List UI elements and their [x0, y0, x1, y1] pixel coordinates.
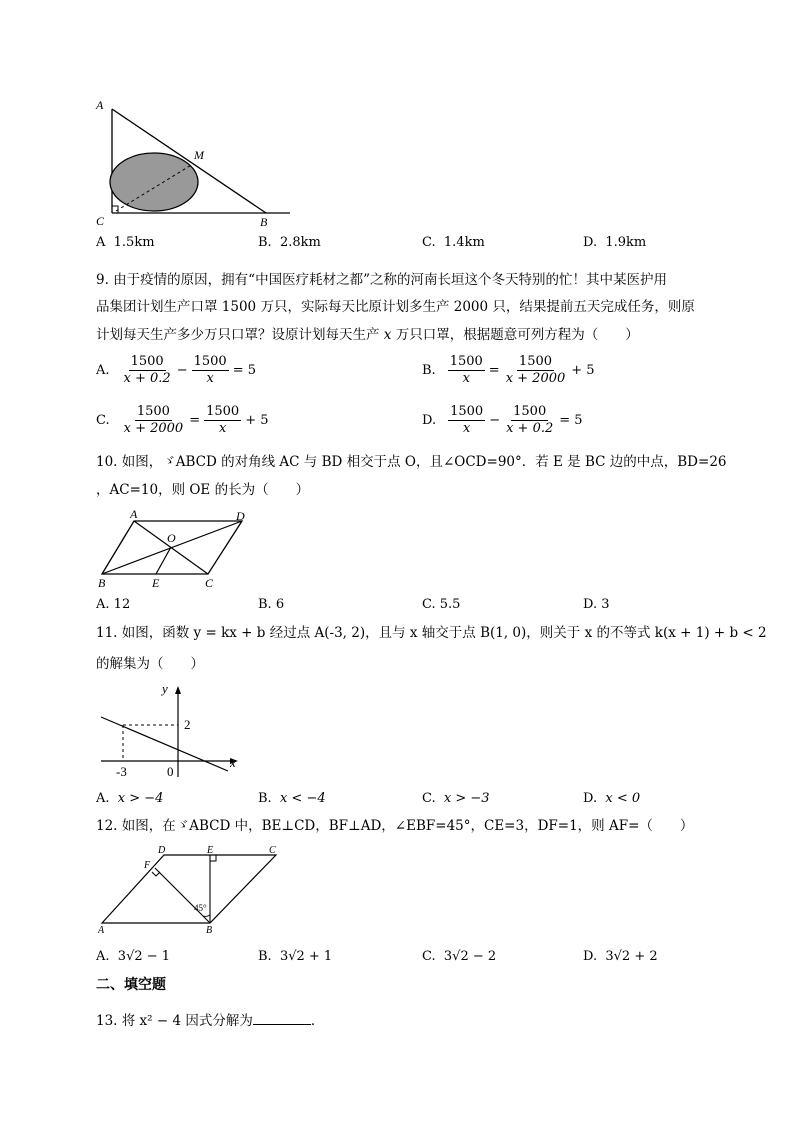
q9-line-3: 计划每天生产多少万只口罩？设原计划每天生产 x 万只口罩，根据题意可列方程为（ ）: [96, 327, 639, 343]
q10-label-E: E: [152, 576, 160, 590]
q8-figure: [94, 95, 299, 230]
q12-figure: [94, 843, 284, 935]
q9-line-1: 9. 由于疫情的原因，拥有“中国医疗耗材之都”之称的河南长垣这个冬天特别的忙！其中某医护用: [96, 272, 667, 288]
q12-line-1: 12. 如图，在ゞABCD 中，BE⊥CD，BF⊥AD，∠EBF=45°，CE=3，DF=1，则 AF=（ ）: [96, 818, 694, 834]
q10-label-C: C: [205, 576, 214, 590]
q12-label-E: E: [207, 845, 214, 856]
fraction: $\frac{1500}{x + 0.2}$: [123, 354, 171, 386]
q8-label-C: C: [96, 214, 105, 228]
fraction: $\frac{1500}{x}$: [450, 404, 484, 436]
q10-option-c[interactable]: C. 5.5: [422, 597, 461, 612]
q12-option-c[interactable]: C. 3√2 − 2: [422, 949, 497, 964]
q11-label-2: 2: [184, 717, 191, 732]
q10-label-B: B: [98, 576, 106, 590]
q9-option-a[interactable]: A. $\frac{1500}{x + 0.2}$ − $\frac{1500}{x}$ = 5: [96, 354, 256, 386]
q8-option-c[interactable]: C. 1.4km: [422, 235, 485, 250]
fraction: $\frac{1500}{x}$: [449, 354, 483, 386]
q13-text: 13. 将 x² − 4 因式分解为 ．: [96, 1013, 325, 1029]
q10-line-1: 10. 如图，ゞABCD 的对角线 AC 与 BD 相交于点 O，且∠OCD=90°．若 E 是 BC 边的中点，BD=26: [96, 454, 727, 470]
q12-label-angle: 45°: [194, 903, 207, 913]
fraction: $\frac{1500}{x + 2000}$: [123, 404, 184, 436]
q10-line-2: ，AC=10，则 OE 的长为（ ）: [96, 482, 310, 498]
q11-figure: [96, 681, 246, 781]
q11-label-0: 0: [167, 764, 174, 779]
answer-blank[interactable]: [253, 1012, 311, 1025]
q11-option-c[interactable]: C. x > −3: [422, 791, 490, 806]
q8-option-b[interactable]: B. 2.8km: [258, 235, 321, 250]
q8-label-A: A: [96, 98, 104, 112]
fraction: $\frac{1500}{x + 2000}$: [505, 354, 566, 386]
q11-line-2: 的解集为（ ）: [96, 656, 204, 672]
q12-label-C: C: [269, 845, 276, 856]
q11-line-1: 11. 如图，函数 y = kx + b 经过点 A(-3, 2)，且与 x 轴交于点 B(1, 0)，则关于 x 的不等式 k(x + 1) + b < 2: [96, 625, 767, 641]
fraction: $\frac{1500}{x}$: [206, 404, 240, 436]
fraction: $\frac{1500}{x + 0.2}$: [506, 404, 554, 436]
q11-label-neg3: -3: [116, 764, 127, 779]
q10-option-a[interactable]: A. 12: [96, 597, 131, 612]
q8-option-d[interactable]: D. 1.9km: [583, 235, 647, 250]
fraction: $\frac{1500}{x}$: [193, 354, 227, 386]
q11-label-x: x: [230, 755, 236, 770]
q11-option-d[interactable]: D. x < 0: [583, 791, 641, 806]
section-title: 二、填空题: [96, 977, 166, 993]
q10-option-b[interactable]: B. 6: [258, 597, 285, 612]
q12-label-F: F: [144, 860, 151, 871]
q12-option-a[interactable]: A. 3√2 − 1: [96, 949, 171, 964]
q11-option-b[interactable]: B. x < −4: [258, 791, 326, 806]
q12-label-D: D: [158, 845, 166, 856]
q12-option-d[interactable]: D. 3√2 + 2: [583, 949, 658, 964]
q10-label-O: O: [167, 531, 176, 545]
q11-option-a[interactable]: A. x > −4: [96, 791, 164, 806]
q11-label-y: y: [162, 681, 168, 696]
q10-option-d[interactable]: D. 3: [583, 597, 610, 612]
q9-option-d[interactable]: D. $\frac{1500}{x}$ − $\frac{1500}{x + 0.2}$ = 5: [422, 404, 583, 436]
q10-label-A: A: [130, 507, 138, 521]
q8-label-B: B: [260, 215, 268, 229]
q8-label-M: M: [194, 148, 204, 162]
q10-figure: [94, 507, 254, 591]
q9-option-b[interactable]: B. $\frac{1500}{x}$ = $\frac{1500}{x + 2000}$ + 5: [422, 354, 595, 386]
q10-label-D: D: [236, 509, 245, 523]
q8-option-a[interactable]: A 1.5km: [96, 235, 155, 250]
q9-line-2: 品集团计划生产口罩 1500 万只，实际每天比原计划多生产 2000 只，结果提前五天完成任务，则原: [96, 299, 695, 315]
q12-label-A: A: [98, 925, 105, 935]
q12-label-B: B: [206, 925, 213, 935]
q9-option-c[interactable]: C. $\frac{1500}{x + 2000}$ = $\frac{1500}{x}$ + 5: [96, 404, 269, 436]
q12-option-b[interactable]: B. 3√2 + 1: [258, 949, 333, 964]
